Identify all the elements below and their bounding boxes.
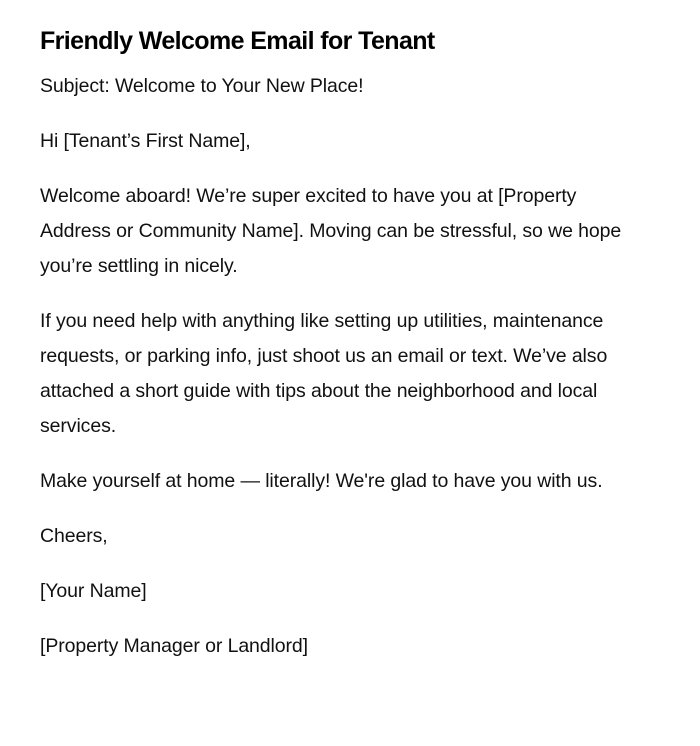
body-paragraph-home: Make yourself at home — literally! We're glad to have you with us. [40,470,603,492]
email-template-document [40,22,640,684]
body-paragraph-help: If you need help with anything like setting up utilities, maintenance requests, or parking info, just shoot us an email or text. We’ve also attached a short guide with tips about the neighborhood and local services. [40,310,608,437]
signature-role: [Property Manager or Landlord] [40,635,308,657]
email-greeting: Hi [Tenant’s First Name], [40,130,251,152]
email-closing: Cheers, [40,525,108,547]
document-title: Friendly Welcome Email for Tenant [40,27,435,55]
body-paragraph-welcome: Welcome aboard! We’re super excited to have you at [Property Address or Community Name]. Moving can be stressful, so we hope you’re settling in nicely. [40,185,622,277]
signature-name: [Your Name] [40,580,147,602]
email-subject: Subject: Welcome to Your New Place! [40,75,364,97]
